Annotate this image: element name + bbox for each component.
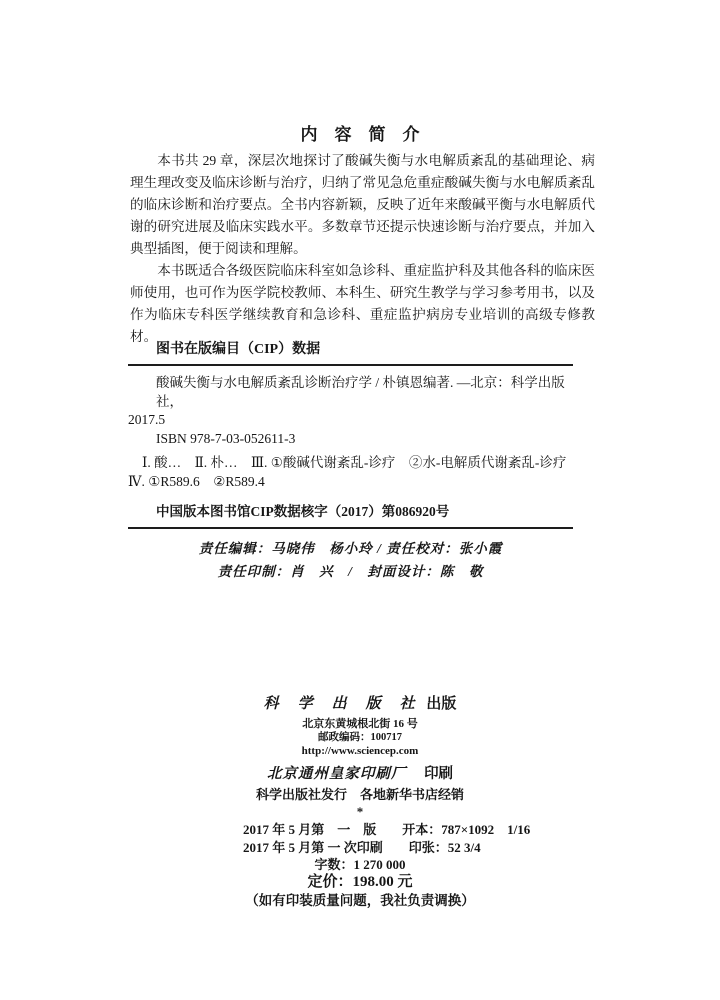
price-line: 定价：198.00 元 [307,874,413,890]
word-count: 字数：1 270 000 [314,857,406,872]
distribution-line: 科学出版社发行 各地新华书店经销 [255,787,464,802]
classification-codes: Ⅰ. 酸… Ⅱ. 朴… Ⅲ. ①酸碱代谢紊乱-诊疗 ②水-电解质代谢紊乱-诊疗 Ⅳ. ①R589.6 ②R589.4 [128,455,580,489]
cip-body [128,366,580,491]
summary-paragraph-2: 本书既适合各级医院临床科室如急诊科、重症监护科及其他各科的临床医师使用，也可作为医学院校教师、本科生、研究生教学与学习参考用书，以及作为临床专科医学继续教育和急诊科、重症监护病房专业培训的高级专修教材。 [130,263,595,344]
publication-year: 2017.5 [128,412,166,427]
publisher-address: 北京东黄城根北街 16 号 [302,718,418,730]
staff-credits [128,529,573,583]
cip-data-block [128,338,580,583]
printer-role-label: 印刷 [424,766,454,782]
editors-line: 责任编辑：马晓伟 杨小玲 / 责任校对：张小霞 [198,541,503,556]
publisher-role-label: 出版 [426,695,457,712]
printer-name: 北京通州皇家印刷厂 [266,766,407,782]
publisher-website: http://www.sciencep.com [301,745,419,757]
cip-heading: 图书在版编目（CIP）数据 [156,342,321,357]
publisher-line [120,692,600,713]
printing-line: 2017 年 5 月第 一 次印刷 印张：52 3/4 [243,840,481,855]
printer-line [120,762,600,783]
publisher-name: 科 学 出 版 社 [263,696,417,712]
book-title-line: 酸碱失衡与水电解质紊乱诊断治疗学 / 朴镇恩编著. —北京：科学出版社， [156,375,565,409]
content-summary-body [130,150,595,348]
content-summary-heading: 内 容 简 介 [300,125,420,144]
edition-line: 2017 年 5 月第 一 版 开本：787×1092 1/16 [243,822,531,837]
separator-star: * [356,804,364,819]
isbn-number: ISBN 978-7-03-052611-3 [156,430,296,446]
printing-design-line: 责任印制：肖 兴 / 封面设计：陈 敬 [217,564,484,579]
edition-details [243,821,531,857]
summary-paragraph-1: 本书共 29 章，深层次地探讨了酸碱失衡与水电解质紊乱的基础理论、病理生理改变及临床诊断与治疗，归纳了常见急危重症酸碱失衡与水电解质紊乱的临床诊断和治疗要点。全书内容新颖，反映了近年来酸碱平衡与水电解质代谢的研究进展及临床实践水平。多数章节还提示快速诊断与治疗要点，并加入典型插图，便于阅读和理解。 [130,153,595,256]
cip-registry-number: 中国版本图书馆CIP数据核字（2017）第086920号 [156,504,450,519]
quality-note: （如有印装质量问题，我社负责调换） [245,893,475,908]
publisher-postcode: 邮政编码：100717 [318,732,402,743]
colophon-block [120,692,600,910]
